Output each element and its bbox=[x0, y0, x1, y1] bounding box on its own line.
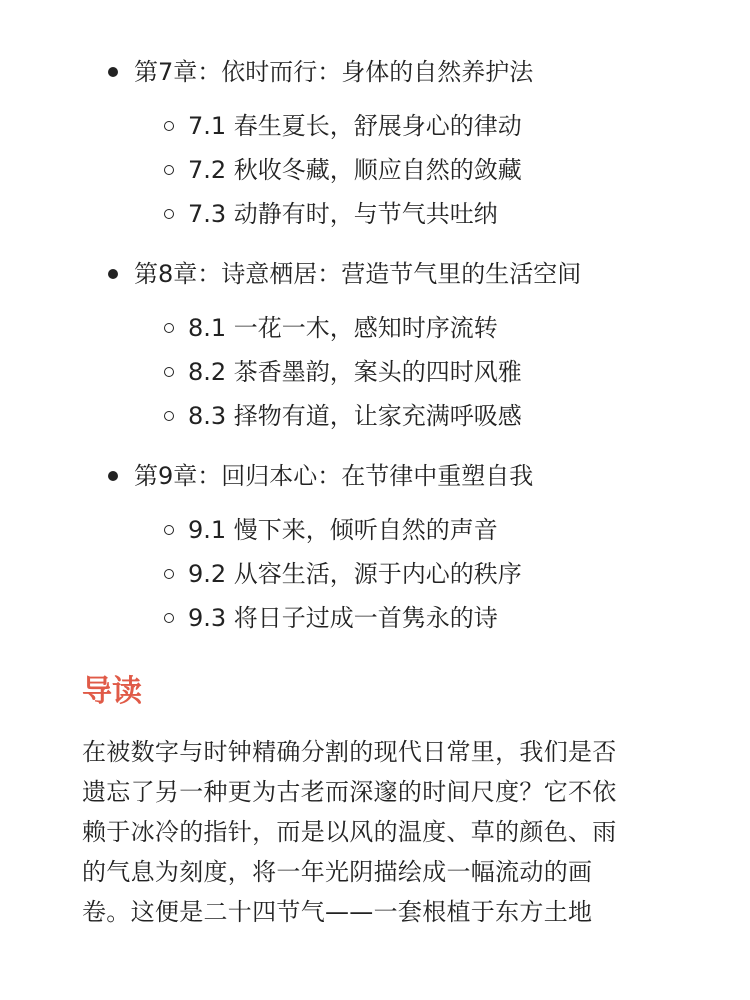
chapter-9 bbox=[108, 456, 728, 658]
section-item bbox=[108, 596, 728, 640]
chapter-item bbox=[108, 254, 728, 294]
section-item bbox=[108, 552, 728, 596]
section-list bbox=[108, 92, 728, 254]
chapter-title: 第8章：诗意栖居：营造节气里的生活空间 bbox=[134, 260, 582, 288]
bullet-circle-icon bbox=[164, 613, 174, 623]
chapter-8 bbox=[108, 254, 728, 456]
chapter-title: 第7章：依时而行：身体的自然养护法 bbox=[134, 58, 534, 86]
section-title: 9.1 慢下来，倾听自然的声音 bbox=[188, 516, 498, 544]
intro-line: 卷。这便是二十四节气——一套根植于东方土地 bbox=[82, 898, 593, 926]
section-item bbox=[108, 394, 728, 438]
bullet-circle-icon bbox=[164, 209, 174, 219]
chapter-item bbox=[108, 52, 728, 92]
chapter-7 bbox=[108, 52, 728, 254]
bullet-circle-icon bbox=[164, 121, 174, 131]
section-list bbox=[108, 294, 728, 456]
section-item bbox=[108, 508, 728, 552]
bullet-disc-icon bbox=[108, 471, 118, 481]
bullet-disc-icon bbox=[108, 67, 118, 77]
section-title: 7.1 春生夏长，舒展身心的律动 bbox=[188, 112, 522, 140]
bullet-circle-icon bbox=[164, 569, 174, 579]
section-heading: 导读 bbox=[82, 674, 142, 709]
intro-line: 遗忘了另一种更为古老而深邃的时间尺度？它不依 bbox=[82, 778, 617, 806]
chapter-title: 第9章：回归本心：在节律中重塑自我 bbox=[134, 462, 534, 490]
bullet-circle-icon bbox=[164, 165, 174, 175]
section-item bbox=[108, 148, 728, 192]
intro-line: 赖于冰冷的指针，而是以风的温度、草的颜色、雨 bbox=[82, 818, 617, 846]
section-title: 8.3 择物有道，让家充满呼吸感 bbox=[188, 402, 522, 430]
section-item bbox=[108, 104, 728, 148]
chapter-item bbox=[108, 456, 728, 496]
intro-line: 的气息为刻度，将一年光阴描绘成一幅流动的画 bbox=[82, 858, 593, 886]
intro-paragraph bbox=[82, 732, 682, 932]
section-item bbox=[108, 306, 728, 350]
section-title: 8.1 一花一木，感知时序流转 bbox=[188, 314, 498, 342]
section-title: 8.2 茶香墨韵，案头的四时风雅 bbox=[188, 358, 522, 386]
section-item bbox=[108, 192, 728, 236]
bullet-circle-icon bbox=[164, 411, 174, 421]
section-list bbox=[108, 496, 728, 658]
bullet-circle-icon bbox=[164, 323, 174, 333]
bullet-disc-icon bbox=[108, 269, 118, 279]
section-title: 7.3 动静有时，与节气共吐纳 bbox=[188, 200, 498, 228]
section-title: 9.3 将日子过成一首隽永的诗 bbox=[188, 604, 498, 632]
bullet-circle-icon bbox=[164, 367, 174, 377]
table-of-contents bbox=[108, 52, 728, 658]
section-item bbox=[108, 350, 728, 394]
bullet-circle-icon bbox=[164, 525, 174, 535]
section-title: 9.2 从容生活，源于内心的秩序 bbox=[188, 560, 522, 588]
section-title: 7.2 秋收冬藏，顺应自然的敛藏 bbox=[188, 156, 522, 184]
intro-line: 在被数字与时钟精确分割的现代日常里，我们是否 bbox=[82, 738, 617, 766]
